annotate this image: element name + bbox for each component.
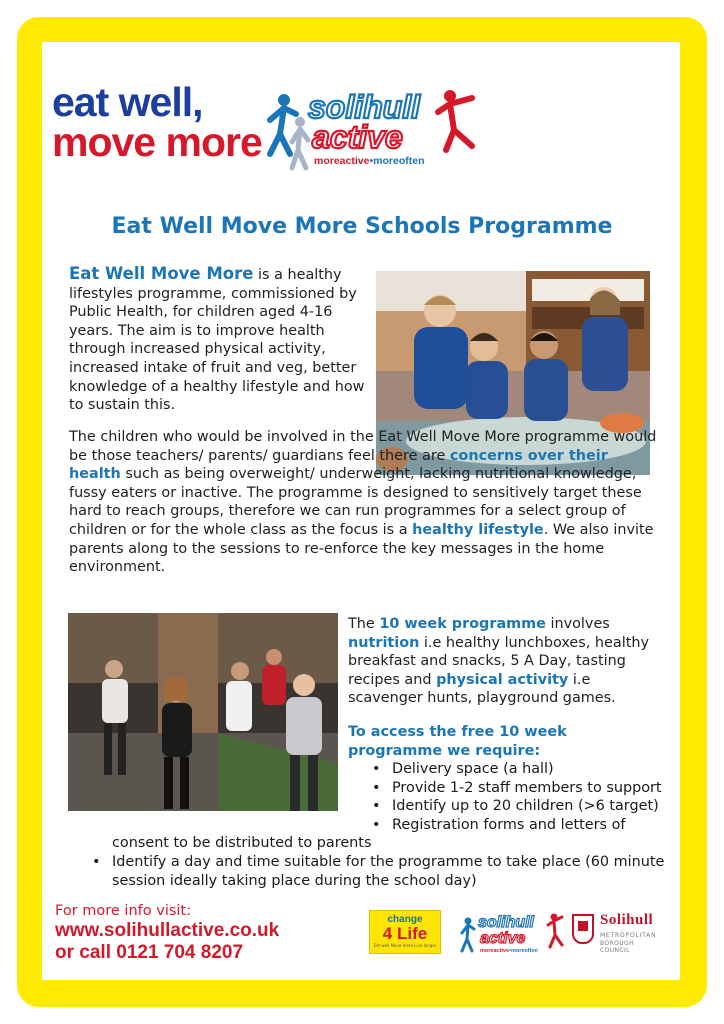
requirements-list <box>370 760 670 834</box>
council-line-1: METROPOLITAN <box>600 932 657 939</box>
c4l-small: Eat well Move more Live longer <box>373 943 437 948</box>
target-bold-2: healthy lifestyle <box>412 521 544 538</box>
target-bold-1: concerns over their health <box>69 447 608 483</box>
small-logo-tag-a: moreactive <box>480 948 510 954</box>
list-item: • Delivery space (a hall) <box>370 760 670 779</box>
info-label: For more info visit: <box>55 903 192 919</box>
small-logo-word-solihull: solihull <box>478 914 534 931</box>
council-name: Solihull <box>600 912 654 928</box>
solihull-active-small-logo <box>458 907 564 955</box>
target-text-1: The children who would be involved in the Eat Well Move More programme would be those teachers/ parents/ guardians feel there are <box>69 429 657 464</box>
list-item: • Identify up to 20 children (>6 target) <box>370 797 670 816</box>
programme-text-2: involves <box>545 616 610 632</box>
programme-text-4: i.e scavenger hunts, playground games. <box>348 671 616 707</box>
small-logo-tag-sep: • <box>509 948 511 954</box>
list-item-continuation: consent to be distributed to parents <box>112 835 372 851</box>
solihull-active-logo <box>250 84 490 174</box>
programme-bold-1: 10 week programme <box>379 616 546 632</box>
logo-tag-a: moreactive <box>314 155 370 167</box>
list-item: • Provide 1-2 staff members to support <box>370 779 670 798</box>
logo-line-1: eat well, <box>52 79 203 125</box>
programme-text-1: The <box>348 616 380 632</box>
page-title: Eat Well Move More Schools Programme <box>111 214 613 239</box>
playground-photo <box>68 613 338 811</box>
figure-grey-icon <box>292 117 308 168</box>
programme-text-3: i.e healthy lunchboxes, healthy breakfast and snacks, 5 A Day, tasting recipes and <box>348 634 649 688</box>
programme-bold-3: physical activity <box>436 671 569 688</box>
intro-text: is a healthy lifestyles programme, commissioned by Public Health, for children aged 4-16 years. The aim is to improve health through increased physical activity, increased intake of fruit and veg, better knowledge of a healthy lifestyle and how to sustain this. <box>69 267 365 414</box>
logo-line-2: move more <box>52 119 262 165</box>
figure-blue-icon <box>270 94 296 154</box>
eat-well-move-more-logo <box>52 79 262 165</box>
c4l-main: 4 Life <box>382 924 428 943</box>
small-logo-tag-b: moreoften <box>510 948 538 954</box>
website-link[interactable]: www.solihullactive.co.uk <box>55 920 280 941</box>
svg-text:moreactive•moreoften <box>314 155 424 167</box>
logo-word-solihull: solihull <box>308 89 420 125</box>
small-logo-word-active: active <box>480 930 526 947</box>
target-paragraph <box>69 428 659 577</box>
solihull-council-logo <box>570 912 666 952</box>
programme-bold-2: nutrition <box>348 634 420 651</box>
intro-paragraph <box>69 265 365 415</box>
target-text-3: . We also invite parents along to the sessions to re-enforce the key messages in the home environment. <box>69 521 654 576</box>
c4l-top: change <box>387 914 423 925</box>
access-heading: To access the free 10 week programme we require: <box>348 724 567 759</box>
phone-number: or call 0121 704 8207 <box>55 942 244 963</box>
council-line-2: BOROUGH COUNCIL <box>600 940 634 954</box>
svg-text:moreactive•moreoften <box>480 948 539 954</box>
change4life-logo <box>369 910 441 954</box>
list-item: • Identify a day and time suitable for the programme to take place (60 minute session ideally taking place during the school day) <box>90 853 692 890</box>
council-crest-icon <box>572 914 594 944</box>
logo-word-active: active <box>312 119 403 155</box>
target-text-2: such as being overweight/ underweight, lacking nutritional knowledge, fussy eaters or inactive. The programme is designed to sensitively target these hard to reach groups, therefore we can run programmes for a select group of children or for the whole class as the focus is a <box>69 466 642 538</box>
figure-red-icon <box>438 90 472 150</box>
logo-tag-b: moreoften <box>373 155 425 167</box>
intro-lead: Eat Well Move More <box>69 264 254 283</box>
logo-tag-sep: • <box>369 155 374 167</box>
list-item: • Registration forms and letters of <box>370 816 670 835</box>
programme-paragraph <box>348 615 658 708</box>
